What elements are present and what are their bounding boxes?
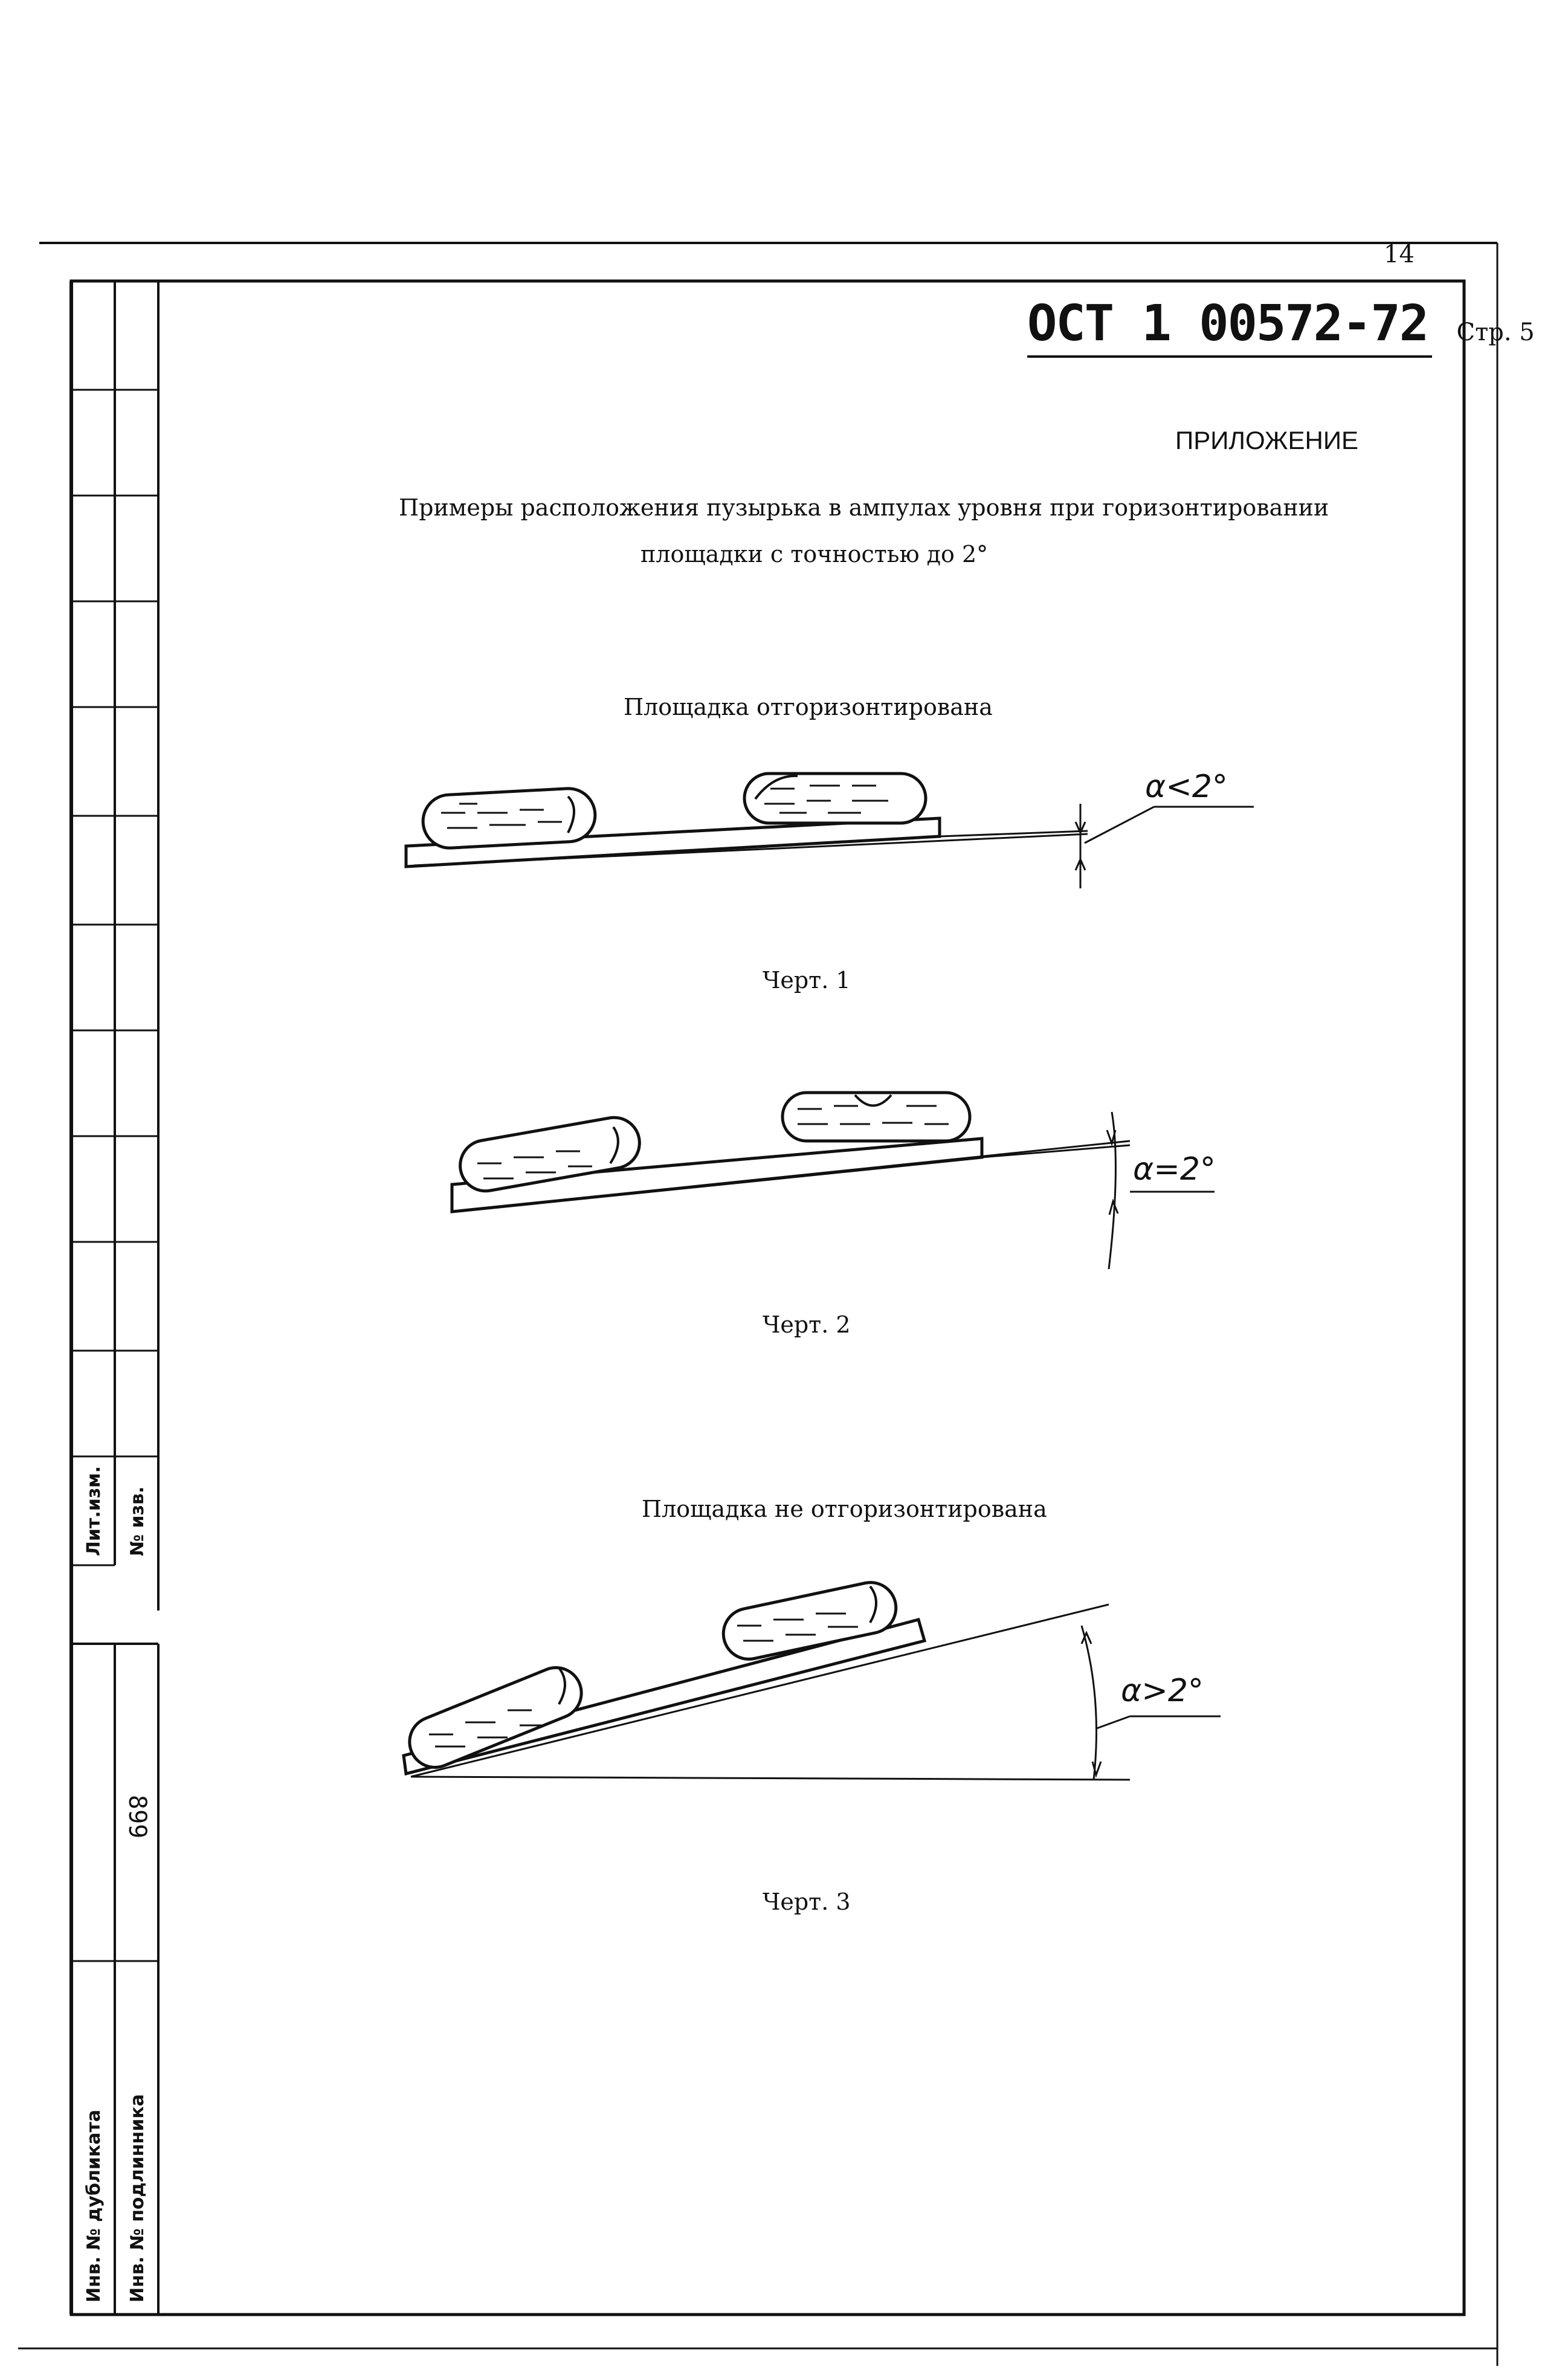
ampoule-1-left <box>422 787 596 850</box>
angle-label-1: α<2° <box>1145 769 1228 805</box>
figure-1-drawing <box>406 774 1254 888</box>
figure-3-drawing <box>402 1578 1221 1780</box>
figure-1-caption: Черт. 1 <box>763 967 851 994</box>
ampoule-2-right <box>782 1093 970 1141</box>
figure-3-caption: Черт. 3 <box>763 1889 851 1915</box>
page-label: Стр. 5 <box>1456 318 1535 346</box>
figure-2-drawing <box>452 1093 1215 1269</box>
stamp-doc-no: № изв. <box>127 1486 148 1556</box>
title-line-2: площадки с точностью до 2° <box>640 541 989 567</box>
title-line-1: Примеры расположения пузырька в ампулах уровня при горизонтировании <box>399 494 1329 521</box>
page-number: 14 <box>1384 241 1415 268</box>
figure-2-caption: Черт. 2 <box>763 1311 851 1338</box>
section-leveled-label: Площадка отгоризонтирована <box>624 694 993 720</box>
angle-label-2: α=2° <box>1133 1151 1216 1188</box>
header-underline <box>1027 355 1432 358</box>
stamp-inv-number: 899 <box>123 1795 151 1839</box>
stamp-inv-duplicate: Инв. № дубликата <box>83 2109 105 2302</box>
standard-code-header <box>1027 295 1535 352</box>
angle-label-3: α>2° <box>1121 1673 1204 1709</box>
appendix-label: ПРИЛОЖЕНИЕ <box>1175 426 1359 454</box>
ampoule-1-right <box>744 774 926 823</box>
standard-code: ОСТ 1 00572-72 <box>1027 295 1428 352</box>
section-not-leveled-label: Площадка не отгоризонтирована <box>642 1496 1047 1522</box>
stamp-lit-change: Лит.изм. <box>83 1465 105 1556</box>
stamp-inv-original: Инв. № подлинника <box>127 2094 148 2302</box>
ampoule-3-left <box>402 1660 589 1775</box>
inner-frame <box>71 281 1464 2315</box>
